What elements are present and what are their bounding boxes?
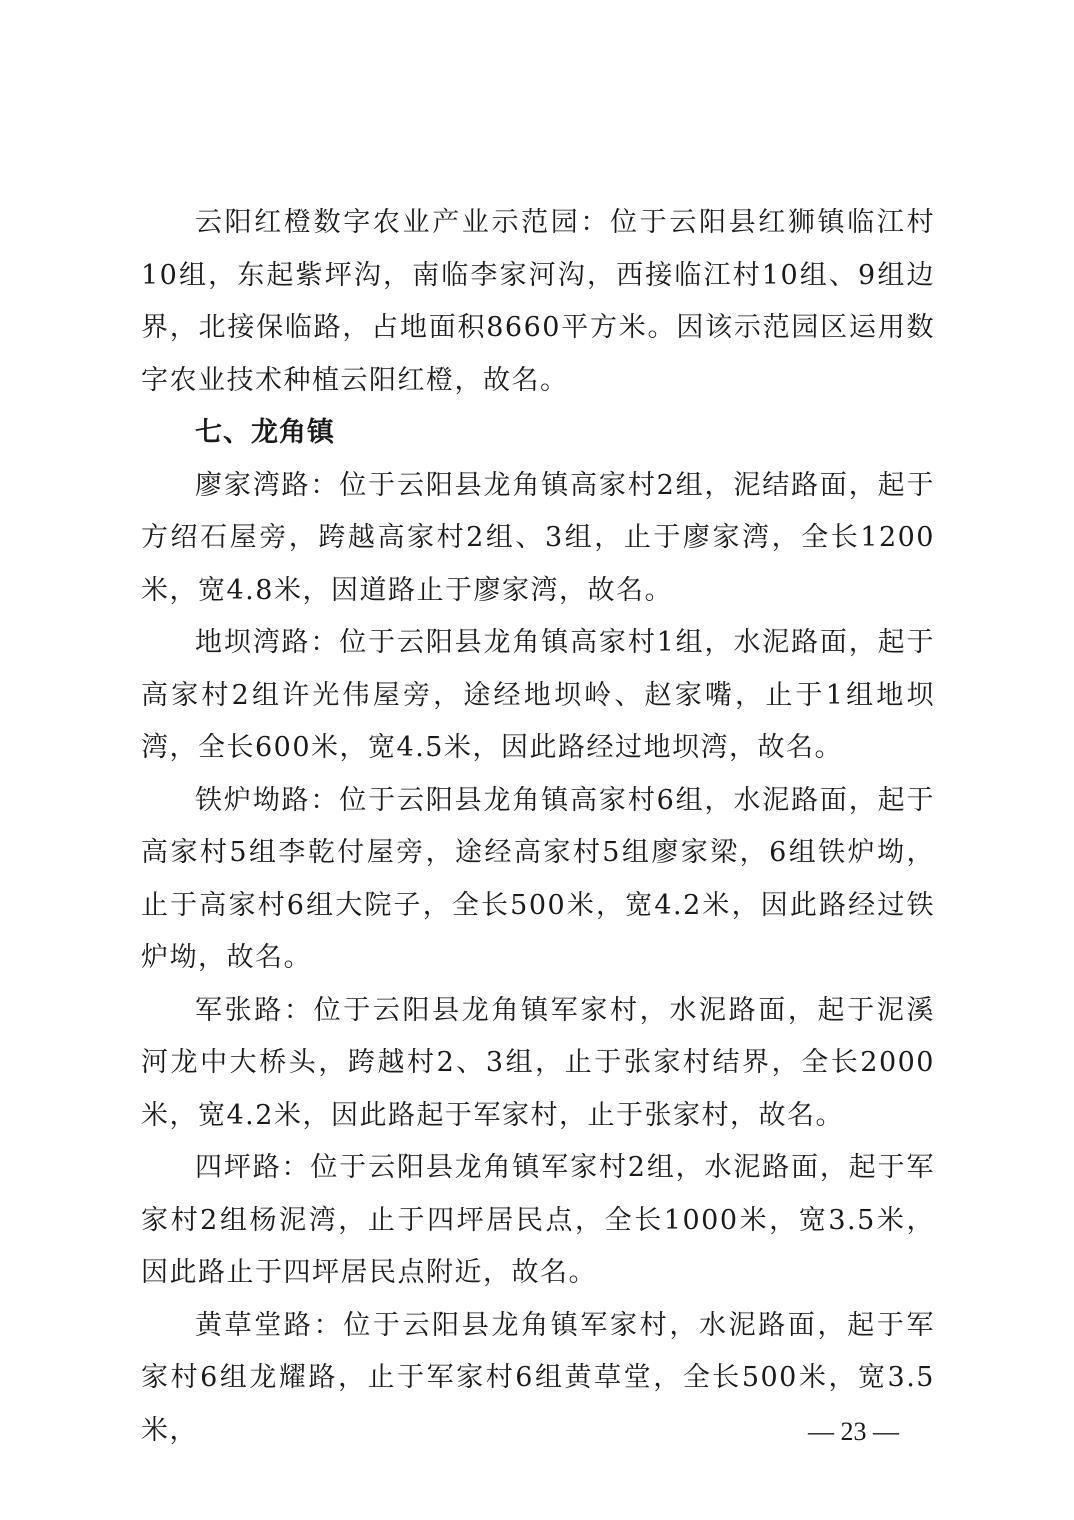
paragraph-liaojiawan-road: 廖家湾路：位于云阳县龙角镇高家村2组，泥结路面，起于方绍石屋旁，跨越高家村2组、3组，止于廖家湾，全长1200米，宽4.8米，因道路止于廖家湾，故名。 xyxy=(141,469,935,606)
paragraph-siping-road: 四坪路：位于云阳县龙角镇军家村2组，水泥路面，起于军家村2组杨泥湾，止于四坪居民点，全长1000米，宽3.5米，因此路止于四坪居民点附近，故名。 xyxy=(141,1152,935,1288)
document-body xyxy=(141,197,935,1457)
paragraph-dibawan-road: 地坝湾路：位于云阳县龙角镇高家村1组，水泥路面，起于高家村2组许光伟屋旁，途经地坝岭、赵家嘴，止于1组地坝湾，全长600米，宽4.5米，因此路经过地坝湾，故名。 xyxy=(141,627,935,763)
paragraph-huangcaotang-road: 黄草堂路：位于云阳县龙角镇军家村，水泥路面，起于军家村6组龙耀路，止于军家村6组黄草堂，全长500米，宽3.5米， xyxy=(141,1309,935,1446)
page-number: — 23 — xyxy=(808,1417,899,1446)
paragraph-demo-park: 云阳红橙数字农业产业示范园：位于云阳县红狮镇临江村10组，东起紫坪沟，南临李家河沟，西接临江村10组、9组边界，北接保临路，占地面积8660平方米。因该示范园区运用数字农业技术种植云阳红橙，故名。 xyxy=(141,207,935,396)
section-heading-longjiao: 七、龙角镇 xyxy=(195,417,335,448)
paragraph-junzhang-road: 军张路：位于云阳县龙角镇军家村，水泥路面，起于泥溪河龙中大桥头，跨越村2、3组，止于张家村结界，全长2000米，宽4.2米，因此路起于军家村，止于张家村，故名。 xyxy=(141,994,935,1131)
paragraph-tieluao-road: 铁炉坳路：位于云阳县龙角镇高家村6组，水泥路面，起于高家村5组李乾付屋旁，途经高家村5组廖家梁，6组铁炉坳，止于高家村6组大院子，全长500米，宽4.2米，因此路经过铁炉坳，故名。 xyxy=(141,784,935,973)
